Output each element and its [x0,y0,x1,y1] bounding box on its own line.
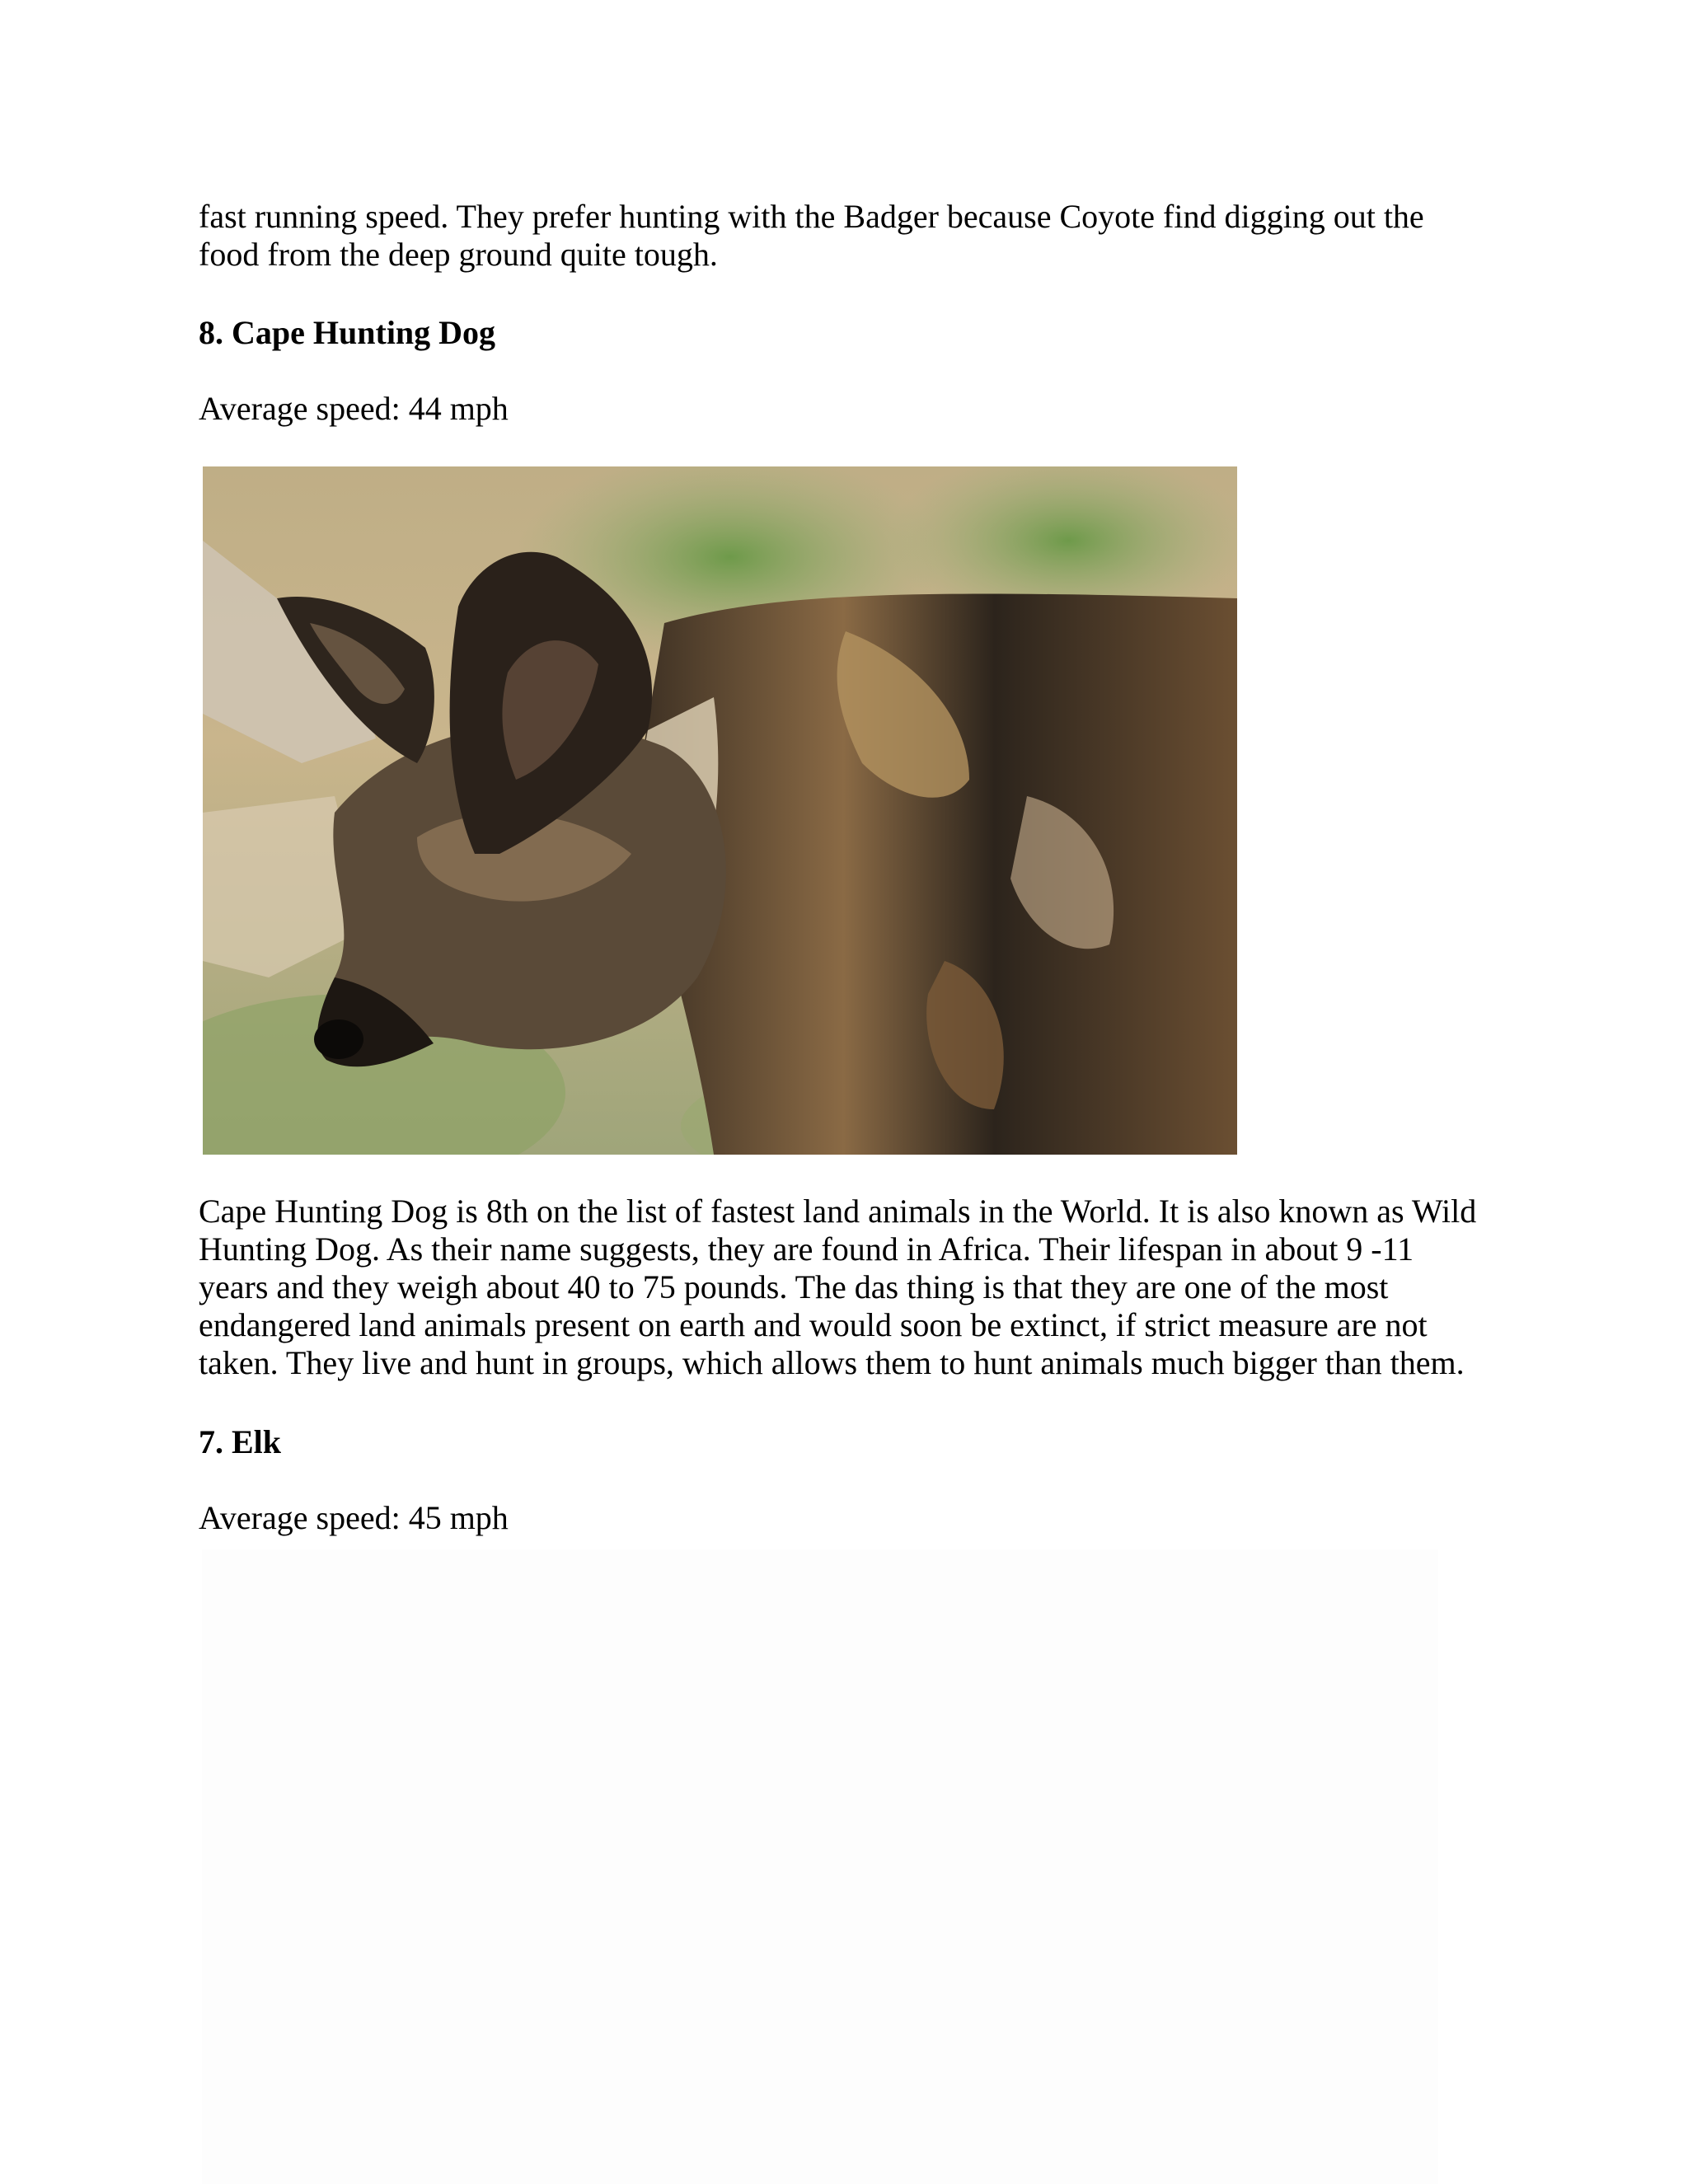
section-heading-cape-hunting-dog: 8. Cape Hunting Dog [199,314,496,351]
average-speed-elk: Average speed: 45 mph [199,1499,509,1536]
average-speed-cape-hunting-dog: Average speed: 44 mph [199,390,509,427]
blank-image-area [202,1549,1438,2184]
cape-hunting-dog-description: Cape Hunting Dog is 8th on the list of fastest land animals in the World. It is also known as Wild Hunting Dog. As their name suggests, they are found in Africa. Their lifespan in about 9 -11 years and they weigh about 40 to 75 pounds. The das thing is that they are one of the most endangered land animals present on earth and would soon be extinct, if strict measure are not taken. They live and hunt in groups, which allows them to hunt animals much bigger than them. [199,1193,1477,1381]
african-wild-dog-photo [203,466,1237,1155]
section-heading-elk: 7. Elk [199,1423,282,1460]
intro-paragraph: fast running speed. They prefer hunting with the Badger because Coyote find digging out the food from the deep ground quite tough. [199,198,1424,273]
